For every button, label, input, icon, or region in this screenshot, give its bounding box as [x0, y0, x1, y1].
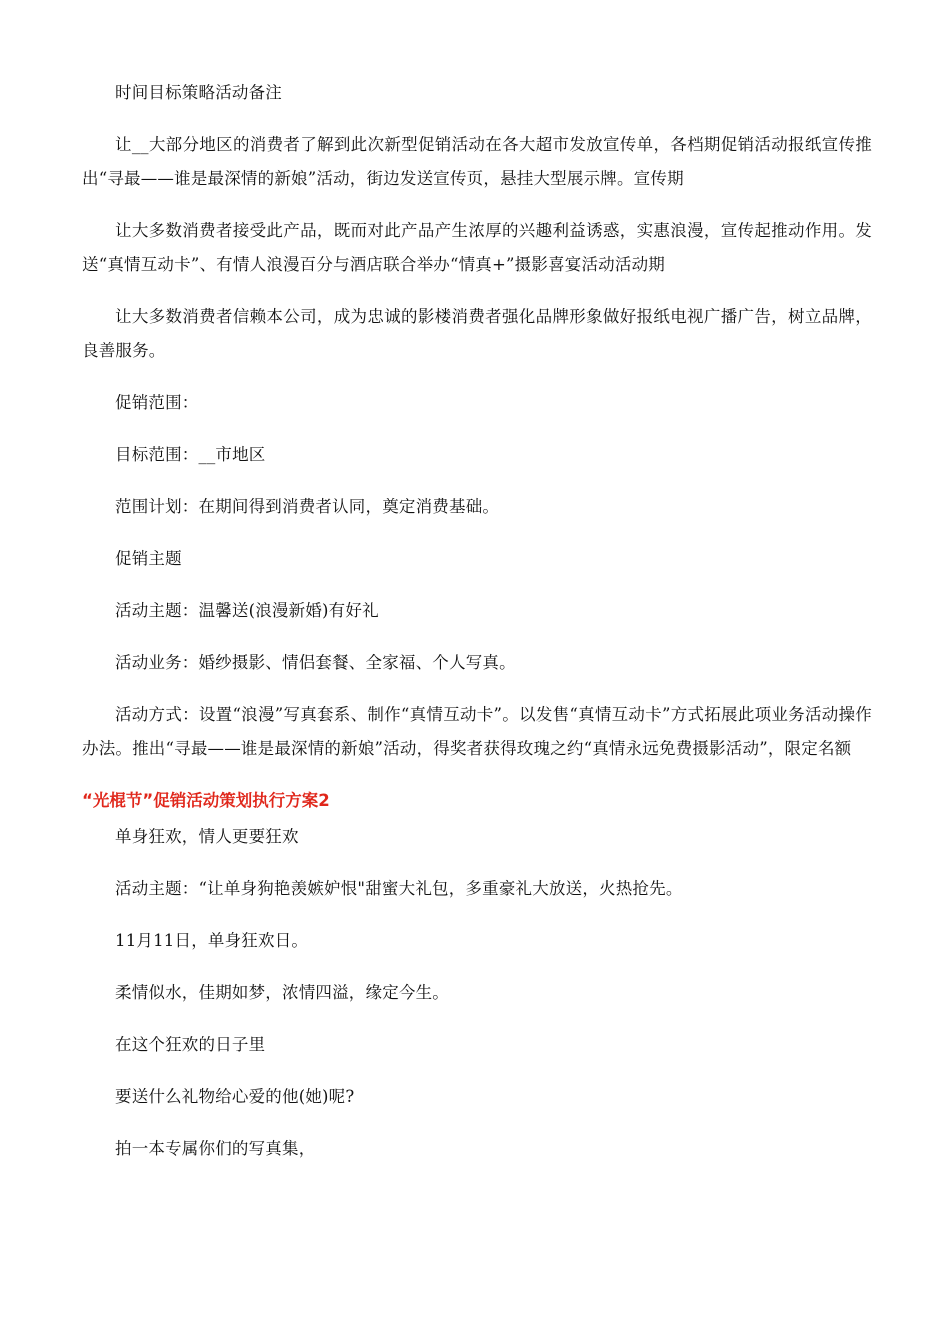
- paragraph: 促销主题: [115, 549, 182, 568]
- paragraph: 活动主题：“让单身狗艳羡嫉妒恨"甜蜜大礼包，多重豪礼大放送，火热抢先。: [115, 879, 683, 898]
- paragraph: 活动业务：婚纱摄影、情侣套餐、全家福、个人写真。: [115, 653, 516, 672]
- paragraph: 要送什么礼物给心爱的他(她)呢?: [115, 1087, 355, 1106]
- paragraph: 活动主题：温馨送(浪漫新婚)有好礼: [115, 601, 379, 620]
- paragraph: 柔情似水，佳期如梦，浓情四溢，缘定今生。: [115, 983, 449, 1002]
- document-body: [82, 76, 872, 1166]
- section-heading: “光棍节”促销活动策划执行方案2: [82, 791, 330, 810]
- paragraph: 让大多数消费者信赖本公司，成为忠诚的影楼消费者强化品牌形象做好报纸电视广播广告，树立品牌，良善服务。: [82, 307, 872, 360]
- paragraph: 拍一本专属你们的写真集，: [115, 1139, 316, 1158]
- paragraph: 单身狂欢，情人更要狂欢: [115, 827, 299, 846]
- paragraph: 范围计划：在期间得到消费者认同，奠定消费基础。: [115, 497, 500, 516]
- paragraph: 时间目标策略活动备注: [115, 83, 282, 102]
- paragraph: 目标范围：__市地区: [115, 445, 266, 464]
- paragraph: 让__大部分地区的消费者了解到此次新型促销活动在各大超市发放宣传单，各档期促销活动报纸宣传推出“寻最——谁是最深情的新娘”活动，街边发送宣传页，悬挂大型展示牌。宣传期: [82, 135, 872, 188]
- paragraph: 在这个狂欢的日子里: [115, 1035, 266, 1054]
- paragraph: 促销范围：: [115, 393, 199, 412]
- paragraph: 让大多数消费者接受此产品，既而对此产品产生浓厚的兴趣利益诱惑，实惠浪漫，宣传起推动作用。发送“真情互动卡”、有情人浪漫百分与酒店联合举办“情真+”摄影喜宴活动活动期: [82, 221, 872, 274]
- paragraph: 11月11日，单身狂欢日。: [115, 931, 309, 950]
- paragraph: 活动方式：设置“浪漫”写真套系、制作“真情互动卡”。以发售“真情互动卡”方式拓展此项业务活动操作办法。推出“寻最——谁是最深情的新娘”活动，得奖者获得玫瑰之约“真情永远免费摄影活动”，限定名额: [82, 705, 872, 758]
